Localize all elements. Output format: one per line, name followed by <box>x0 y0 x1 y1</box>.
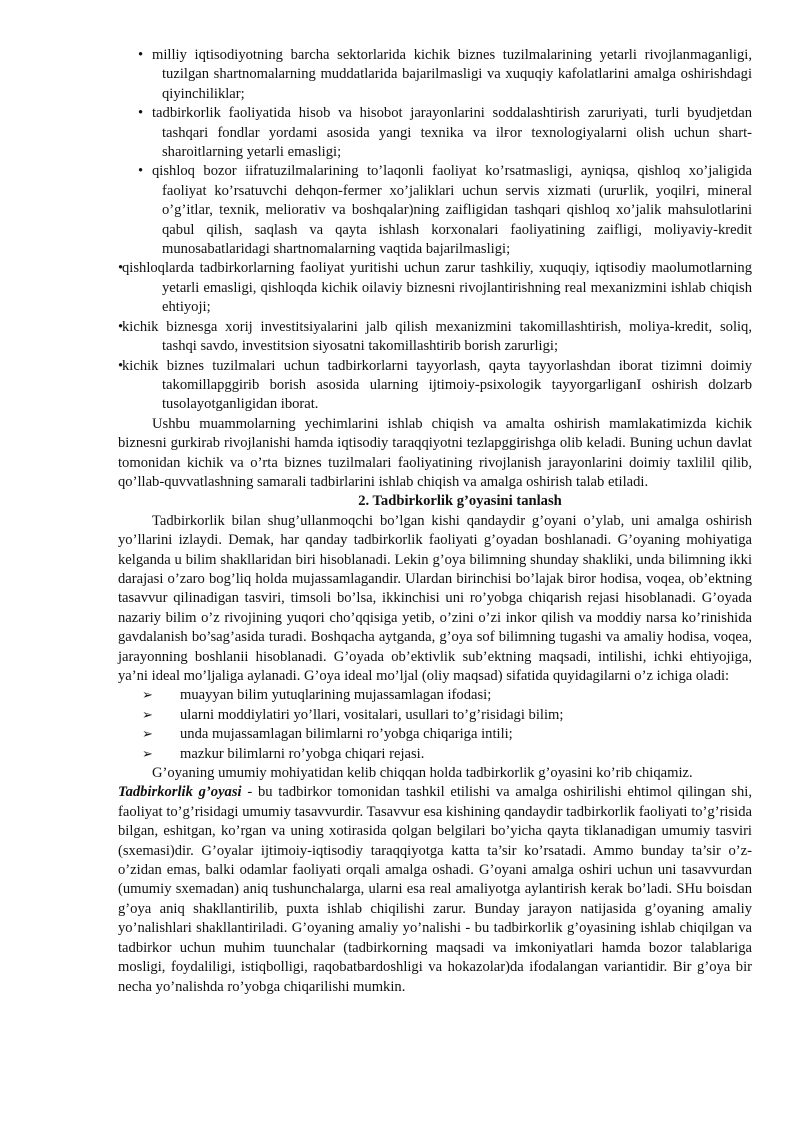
bullet-icon: • <box>118 357 124 374</box>
bullet-icon: • <box>118 260 124 277</box>
list-item <box>118 706 752 725</box>
list-item <box>118 357 752 415</box>
arrow-list <box>118 686 752 764</box>
list-item <box>118 725 752 744</box>
page-content <box>118 46 752 997</box>
list-item <box>118 686 752 705</box>
paragraph <box>118 783 752 996</box>
arrow-bullet-icon: ➢ <box>142 688 153 704</box>
list-item <box>118 104 752 162</box>
paragraph: G’oyaning umumiy mohiyatidan kelib chiqqan holda tadbirkorlik g’oyasini ko’rib chiqamiz. <box>152 765 693 782</box>
list-item-text: ularni moddiylatiri yo’llari, vositalari, usullari to’g’risidagi bilim; <box>180 706 564 723</box>
list-item <box>118 162 752 259</box>
list-item-text: unda mujassamlagan bilimlarni ro’yobga chiqariga intili; <box>180 726 513 743</box>
list-item-text: muayyan bilim yutuqlarining mujassamlagan ifodasi; <box>180 687 492 704</box>
arrow-bullet-icon: ➢ <box>142 707 153 723</box>
defined-term: Tadbirkorlik g’oyasi <box>118 784 242 801</box>
list-item-text: tadbirkorlik faoliyatida hisob va hisobot jarayonlarini soddalashtirish zaruriyati, turli byudjetdan tashqari fondlar yordami asosida yangi texnika va ilғor texnologiyalarni olish uchun shart-sharoitlarning yetarli emasligi; <box>152 105 752 161</box>
list-item <box>118 259 752 317</box>
list-item-text: qishloqlarda tadbirkorlarning faoliyat yuritishi uchun zarur tashkiliy, xuquqiy, iqtisodiy maolumotlarning yetarli emasligi, qishloqda kichik oilaviy biznesni rivojlantirishning real mexanizmini ishlab chiqish ehtiyoji; <box>122 260 752 316</box>
bullet-icon: • <box>138 163 144 180</box>
list-item-text: mazkur bilimlarni ro’yobga chiqari rejasi. <box>180 745 425 762</box>
list-item-text: kichik biznes tuzilmalari uchun tadbirkorlarni tayyorlash, qayta tayyorlashdan iborat tizimni doimiy takomillapggirib borish asosida ularning ijtimoiy-psixologik tayyorgarliganI oshirish dolzarb tusolayotganligidan iborat. <box>122 357 752 413</box>
arrow-bullet-icon: ➢ <box>142 746 153 762</box>
list-item <box>118 46 752 104</box>
arrow-bullet-icon: ➢ <box>142 727 153 743</box>
paragraph: Tadbirkorlik bilan shug’ullanmoqchi bo’lgan kishi qandaydir g’oyani o’ylab, uni amalga oshirish yo’llarini izlaydi. Demak, har qanday tadbirkorlik faoliyati g’oyadan boshlanadi. G’oyaning mohiyatiga kelganda u bilim shakllaridan biri hisoblanadi. Lekin g’oya bilimning shunday shakliki, unda bilimning ikki darajasi o’zaro bog’liq holda mujassamlagandir. Ulardan birinchisi bo’lajak biror hodisa, voqea, ob’ektning tasavvur qilinadigan tasviri, timsoli bo’lsa, ikkinchisi uni ro’yobga chiqarish rejasi hisoblanadi. G’oyada nazariy bilim o’z rivojining yuqori cho’qqisiga yetib, o’zini o’zi inkor qilish va moddiy narsa ko’rinishida gavdalanish bo’sag’asida turadi. Boshqacha aytganda, g’oya sof bilimning tugashi va amaliy hodisa, voqea, jarayonning boshlanii hisoblanadi. G’oyada ob’ektivlik sub’ektning maqsadi, intilishi, ichki ehtiyojiga, ya’ni ideal mo’ljaliga aylanadi. G’oya ideal mo’ljal (oliy maqsad) sifatida quyidagilarni o’z ichiga oladi: <box>118 512 752 684</box>
list-item-text: milliy iqtisodiyotning barcha sektorlarida kichik biznes tuzilmalarining yetarli rivojlanmaganligi, tuzilgan shartnomalarning muddatlarida bajarilmasligi va xuquqiy kafolatlarini amalga oshirishdagi qiyinchiliklar; <box>152 47 752 102</box>
paragraph: Ushbu muammolarning yechimlarini ishlab chiqish va amalta oshirish mamlakatimizda kichik biznesni gurkirab rivojlanishi hamda iqtisodiy taraqqiyotni tezlapggirishga olib keladi. Buning uchun davlat tomonidan kichik va o’rta biznes tuzilmalari faoliyatining rivojlanish jarayonlarini doimiy taxlilil qilib, qo’llab-quvvatlashning samarali tadbirlarini ishlab chiqish va amalga oshirish talab etiladi. <box>118 415 752 490</box>
list-item <box>118 318 752 357</box>
list-item-text: kichik biznesga xorij investitsiyalarini jalb qilish mexanizmini takomillashtirish, moliya-kredit, soliq, tashqi savdo, investitsion siyosatni takomillashtirib borish zarurligi; <box>122 318 752 355</box>
list-item <box>118 745 752 764</box>
list-item-text: qishloq bozor iifratuzilmalarining to’laqonli faoliyat ko’rsatmasligi, ayniqsa, qishloq xo’jaligida faoliyat ko’rsatuvchi dehqon-fermer xo’jaliklari uchun servis xizmati (uruғlik, yoqilғi, mineral o’g’itlar, texnik, meliorativ va boshqalar)ning zaifligidan tashqari qishloq xo’jalik mahsulotlarini qabul qilish, saqlash va qayta ishlash korxonalari faoliyatining zaifligi, moliyaviy-kredit munosabatlaridagi shartnomalarning vaqtida bajarilmasligi; <box>152 163 752 258</box>
section-heading: 2. Tadbirkorlik g’oyasini tanlash <box>358 493 562 510</box>
bullet-icon: • <box>138 47 144 63</box>
bullet-icon: • <box>118 318 124 335</box>
paragraph-text: - bu tadbirkor tomonidan tashkil etilishi va amalga oshirilishi ehtimol qilingan shi, faoliyat to’g’risidagi umumiy tasavvurdir. Tasavvur esa kishining qandaydir tadbirkorlik faoliyati to’g’risida bilgan, eshitgan, ko’rgan va uning xotirasida qolgan belgilari bo’yicha qayta tiklanadigan umumiy tasviri (sxemasi)dir. G’oyalar ijtimoiy-iqtisodiy taraqqiyotga katta ta’sir ko’rsatadi. Ammo bunday ta’sir o’z-o’zidan emas, balki odamlar faoliyati orqali amalga oshadi. G’oyani amalga oshiri uchun uni tasavvurdan (umumiy sxemadan) aniq tushunchalarga, ularni esa real amaliyotga aylantirish kerak bo’ladi. SHu boisdan g’oya aniq shakllantirilib, puxta ishlab chiqilishi zarur. Bunday jarayon natijasida g’oyaning amaliy yo’nalishlari shakllantiriladi. G’oyaning amaliy yo’nalishi - bu tadbirkorlik g’oyasining ishlab chiqilgan va tadbirkor uchun muhim tuunchalar (tadbirkorning maqsadi va imkoniyatlari hamda bozor talablariga mosligi, foydaliligi, istiqbolligi, raqobatbardoshligi va hokazolar)da ifodalangan variantidir. Bir g’oya bir necha yo’nalishda ro’yobga chiqarilishi mumkin. <box>118 784 752 995</box>
bullet-icon: • <box>138 105 144 122</box>
